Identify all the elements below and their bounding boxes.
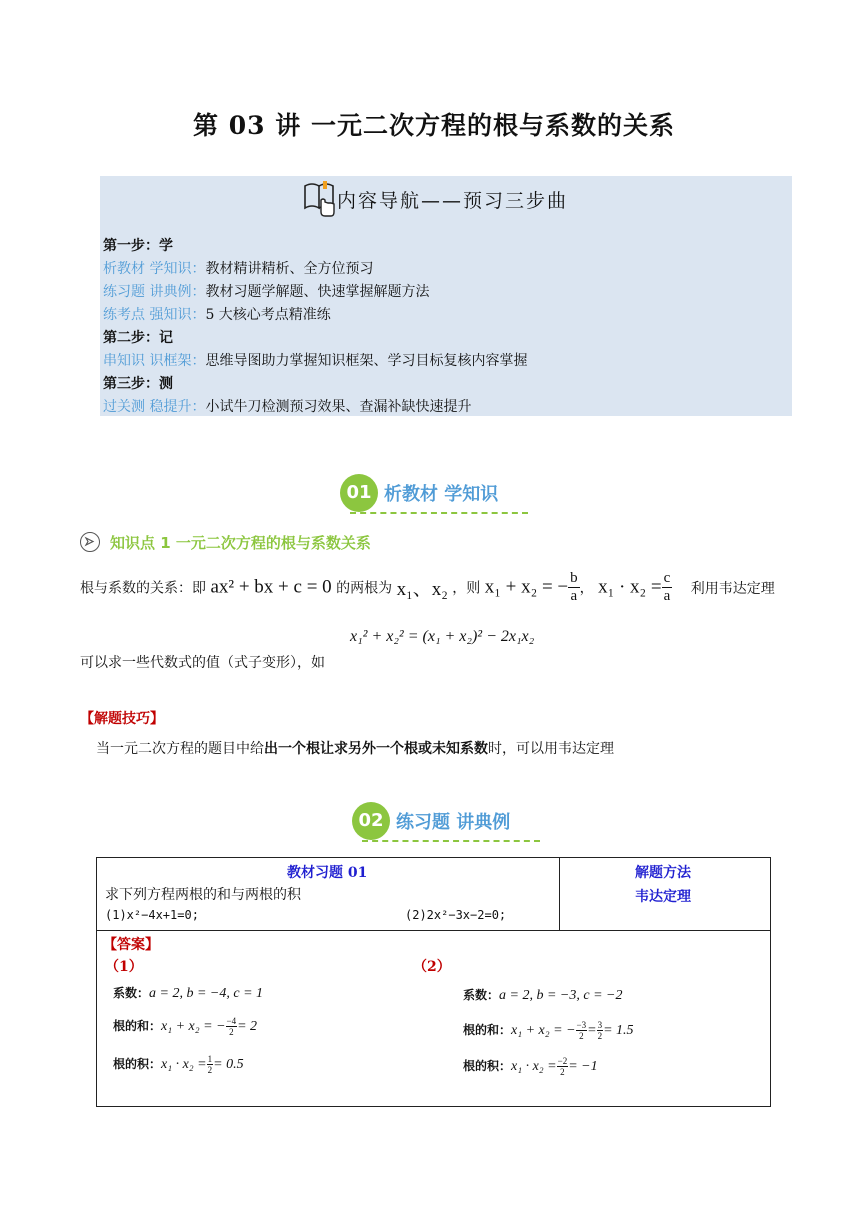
section-02-number: 02 (352, 802, 390, 840)
kp-intro: 根与系数的关系：即 (80, 580, 206, 597)
kp-roots: x₁、x₂ (396, 579, 448, 600)
nav-row-1 (103, 259, 373, 279)
table-row-divider (97, 930, 770, 931)
kp-identity: x₁² + x₂² = (x₁ + x₂)² − 2x₁x₂ (350, 628, 535, 645)
s1-prod-lhs: x₁ · x₂ = (161, 1057, 207, 1072)
s2-prod-den: 2 (560, 1067, 565, 1077)
s1-prod-den: 2 (207, 1065, 213, 1075)
nav-row-4-label: 串知识 识框架： (103, 353, 206, 369)
kp-roots-are: 的两根为 (336, 580, 393, 597)
knowledge-point-title: 知识点 1 一元二次方程的根与系数关系 (110, 534, 371, 552)
exercise-q1: (1)x²−4x+1=0; (105, 908, 199, 922)
table-column-divider (559, 858, 560, 930)
tip-pre: 当一元二次方程的题目中给 (96, 741, 264, 757)
section-01-divider (350, 512, 528, 514)
kp-line2: 可以求一些代数式的值（式子变形），如 (80, 655, 325, 671)
s1-prod-num: 1 (207, 1054, 213, 1064)
kp-formula-line: 根与系数的关系：即 ax² + bx + c = 0 的两根为 x₁、x₂ ，则 x₁ + x₂ = − $\frac{b}{a}$ ， x₁ · x₂ = $\frac{c}{a}$ 利用韦达定理 (80, 570, 775, 604)
nav-row-3 (103, 305, 331, 325)
s1-sum-num: −4 (226, 1016, 237, 1026)
method-title: 解题方法 (635, 865, 691, 881)
kp-use: 利用韦达定理 (690, 580, 775, 597)
book-pointer-icon (303, 178, 337, 218)
section-01-label: 析教材 学知识 (384, 484, 499, 505)
answer-label: 【答案】 (103, 937, 159, 953)
s1-sum-rhs: = 2 (237, 1019, 258, 1034)
nav-row-5-label: 过关测 稳提升： (103, 399, 206, 415)
s2-sum-rhs: = 1.5 (603, 1023, 634, 1038)
step1-label: 第一步：学 (103, 238, 173, 254)
kp-prod-num: c (663, 570, 671, 586)
s2-product (463, 1056, 598, 1077)
content-navigation-box (100, 176, 792, 416)
s2-sum (463, 1020, 634, 1041)
arrow-circle-icon (80, 532, 100, 552)
method-name: 韦达定理 (635, 889, 691, 905)
section-01-header (340, 474, 540, 516)
step2-label: 第二步：记 (103, 330, 173, 346)
kp-sum-lhs: x₁ + x₂ = − (484, 576, 569, 598)
nav-row-5-text: 小试牛刀检测预习效果、查漏补缺快速提升 (205, 399, 472, 415)
s1-sum-fraction (226, 1016, 238, 1037)
tip-text (96, 738, 614, 758)
s2-prod-fraction (557, 1056, 569, 1077)
s1-prod-rhs: = 0.5 (213, 1057, 244, 1072)
nav-row-4 (103, 351, 527, 371)
s2-sum-num-2: 3 (597, 1020, 603, 1030)
s2-coefficients (463, 986, 622, 1004)
step3-label: 第三步：测 (103, 376, 173, 392)
s2-prod-num: −2 (557, 1056, 568, 1066)
s2-prod-label: 根的积： (463, 1059, 512, 1073)
s1-coef-label: 系数： (113, 986, 150, 1000)
answer-part-1-label: （1） (105, 959, 143, 975)
kp-prod-den: a (663, 588, 671, 604)
section-02-divider (362, 840, 540, 842)
nav-row-5 (103, 397, 471, 417)
nav-row-3-label: 练考点 强知识： (103, 307, 206, 323)
tip-post: 时，可以用韦达定理 (488, 741, 614, 757)
s1-sum (113, 1016, 257, 1037)
s2-coef-values: a = 2, b = −3, c = −2 (499, 988, 623, 1003)
kp-sum-fraction (568, 570, 580, 605)
nav-row-1-text: 教材精讲精析、全方位预习 (205, 261, 374, 277)
s2-sum-mid: = (587, 1023, 597, 1038)
s2-sum-den-2: 2 (597, 1031, 603, 1041)
answer-part-2-label: （2） (413, 959, 451, 975)
kp-equation: ax² + bx + c = 0 (210, 576, 332, 598)
nav-heading-text: 内容导航——预习三步曲 (337, 190, 569, 212)
kp-sum-num: b (570, 570, 578, 586)
s1-sum-label: 根的和： (113, 1019, 162, 1033)
s2-sum-num: −3 (576, 1020, 587, 1030)
nav-row-2-label: 练习题 讲典例： (103, 284, 206, 300)
s2-prod-rhs: = −1 (568, 1059, 598, 1074)
nav-row-2 (103, 282, 429, 302)
page-title: 第 03 讲 一元二次方程的根与系数的关系 (193, 111, 675, 140)
s2-sum-label: 根的和： (463, 1023, 512, 1037)
s1-sum-lhs: x₁ + x₂ = − (161, 1019, 226, 1034)
s1-coefficients (113, 984, 263, 1002)
kp-then: ，则 (452, 580, 481, 597)
s2-sum-den: 2 (579, 1031, 584, 1041)
kp-prod-fraction (662, 570, 673, 605)
s2-prod-lhs: x₁ · x₂ = (511, 1059, 557, 1074)
s1-sum-den: 2 (229, 1027, 234, 1037)
s2-sum-lhs: x₁ + x₂ = − (511, 1023, 576, 1038)
s1-product (113, 1054, 244, 1075)
kp-prod-lhs: x₁ · x₂ = (598, 576, 662, 598)
nav-row-2-text: 教材习题学解题、快速掌握解题方法 (205, 284, 430, 300)
section-01-number: 01 (340, 474, 378, 512)
kp-sum-den: a (570, 588, 578, 604)
tip-label: 【解题技巧】 (80, 711, 164, 727)
section-02-header (352, 802, 552, 844)
s2-coef-label: 系数： (463, 988, 500, 1002)
nav-heading (303, 178, 603, 218)
exercise-title: 教材习题 01 (287, 865, 368, 881)
s1-prod-label: 根的积： (113, 1057, 162, 1071)
nav-row-3-text: 5 大核心考点精准练 (205, 307, 331, 323)
tip-bold: 出一个根让求另外一个根或未知系数 (264, 741, 488, 757)
exercise-prompt: 求下列方程两根的和与两根的积 (105, 887, 301, 903)
nav-row-1-label: 析教材 学知识： (103, 261, 206, 277)
s2-sum-fraction (576, 1020, 588, 1041)
exercise-table (96, 857, 771, 1107)
section-02-label: 练习题 讲典例 (396, 812, 511, 833)
s1-coef-values: a = 2, b = −4, c = 1 (149, 986, 264, 1001)
exercise-q2: (2)2x²−3x−2=0; (405, 908, 507, 922)
nav-row-4-text: 思维导图助力掌握知识框架、学习目标复核内容掌握 (205, 353, 528, 369)
